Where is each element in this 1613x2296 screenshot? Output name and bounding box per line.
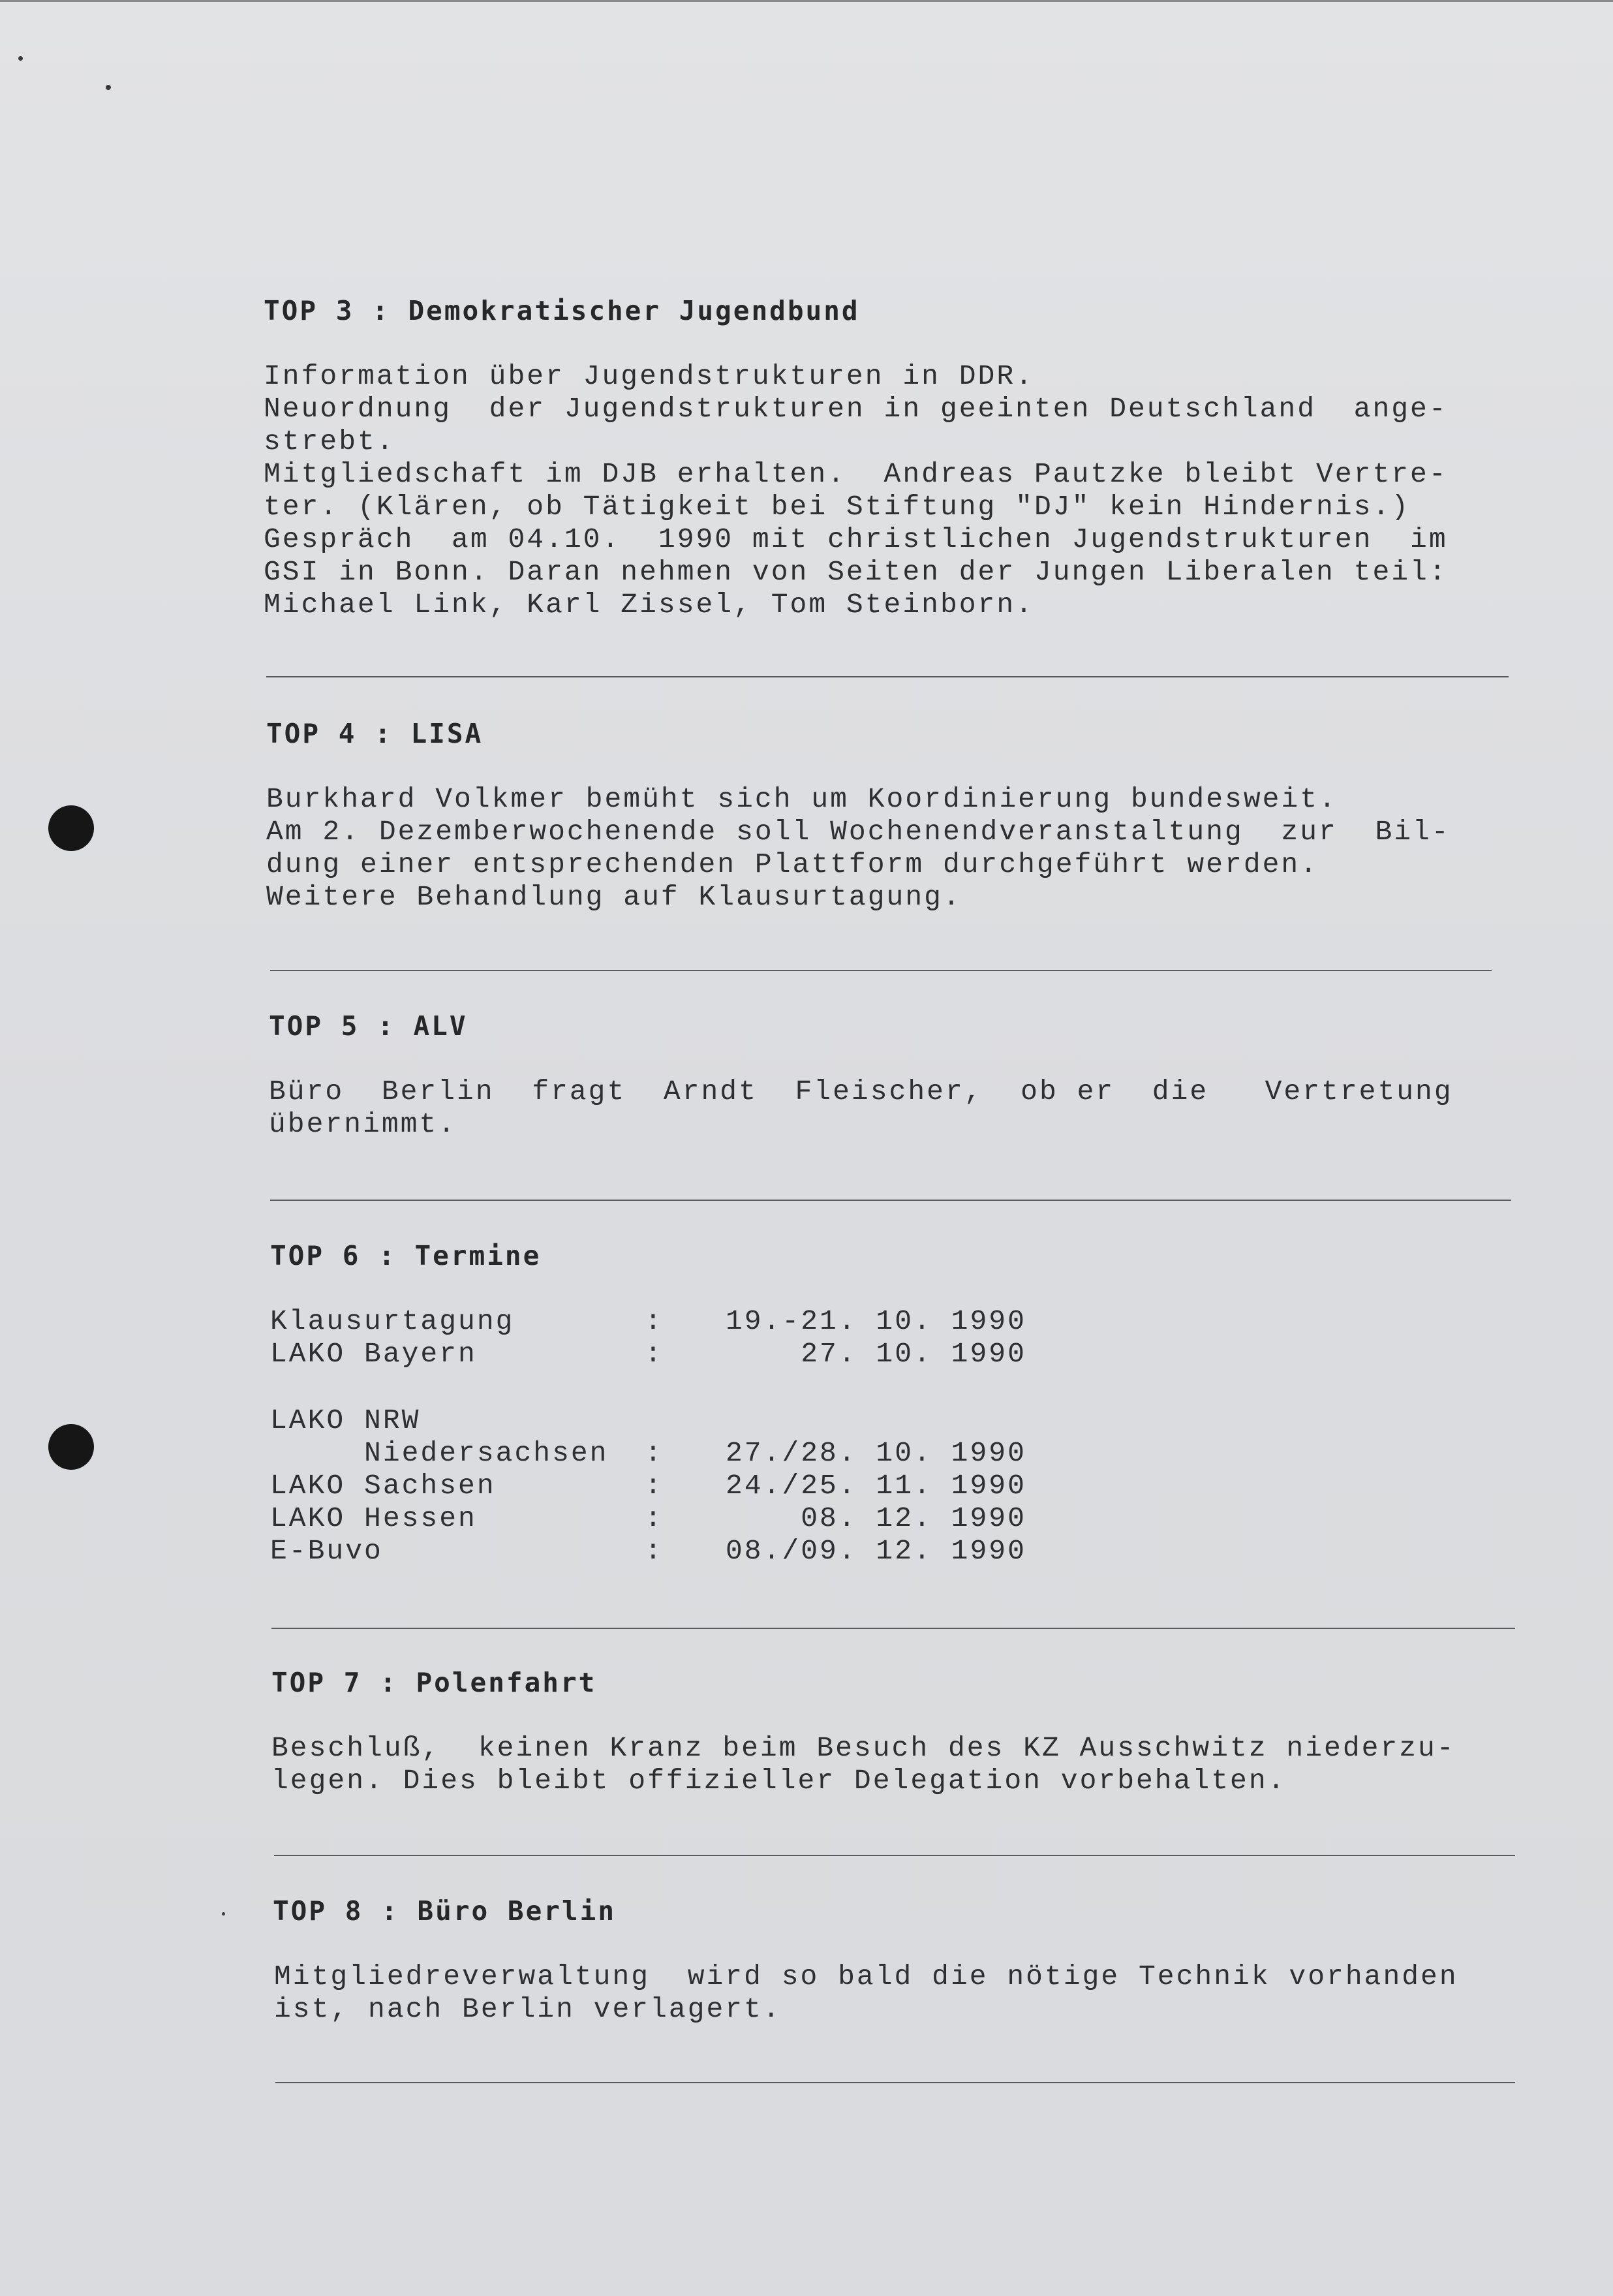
- schedule-event: LAKO Hessen: [270, 1502, 477, 1534]
- schedule-date: 08. 12. 1990: [726, 1502, 1026, 1534]
- text-line: Beschluß, keinen Kranz beim Besuch des KZ Ausschwitz niederzu-: [271, 1732, 1456, 1764]
- text-line: GSI in Bonn. Daran nehmen von Seiten der Jungen Liberalen teil:: [264, 556, 1448, 588]
- schedule-separator: :: [645, 1437, 664, 1469]
- section-heading: TOP 5 : ALV: [269, 1010, 468, 1042]
- section-heading: TOP 3 : Demokratischer Jugendbund: [264, 295, 860, 326]
- section-divider: [275, 2082, 1515, 2083]
- schedule-event: LAKO Sachsen: [270, 1470, 496, 1502]
- text-line: Büro Berlin fragt Arndt Fleischer, ob er die Vertretung: [269, 1076, 1453, 1108]
- text-line: Mitgliedreverwaltung wird so bald die nötige Technik vorhanden: [274, 1961, 1458, 1993]
- text-line: Am 2. Dezemberwochenende soll Wochenendveranstaltung zur Bil-: [266, 816, 1451, 848]
- section-divider: [266, 676, 1509, 677]
- text-line: Weitere Behandlung auf Klausurtagung.: [266, 881, 962, 913]
- schedule-event: LAKO NRW: [270, 1404, 421, 1436]
- text-line: Burkhard Volkmer bemüht sich um Koordinierung bundesweit.: [266, 783, 1338, 815]
- text-line: übernimmt.: [269, 1108, 457, 1140]
- punch-hole-upper: [48, 805, 94, 851]
- schedule-date: 19.-21. 10. 1990: [726, 1305, 1026, 1337]
- schedule-separator: :: [645, 1305, 664, 1337]
- text-line: ter. (Klären, ob Tätigkeit bei Stiftung "DJ" kein Hindernis.): [264, 491, 1411, 523]
- schedule-date: 27. 10. 1990: [726, 1338, 1026, 1370]
- schedule-event: Klausurtagung: [270, 1305, 515, 1337]
- section-heading: TOP 6 : Termine: [270, 1240, 542, 1271]
- page-top-edge: [0, 0, 1613, 2]
- schedule-separator: :: [645, 1535, 664, 1567]
- text-line: ist, nach Berlin verlagert.: [274, 1993, 782, 2025]
- schedule-date: 08./09. 12. 1990: [726, 1535, 1026, 1567]
- schedule-separator: :: [645, 1338, 664, 1370]
- schedule-separator: :: [645, 1470, 664, 1502]
- text-line: dung einer entsprechenden Plattform durchgeführt werden.: [266, 848, 1319, 880]
- dust-speck: [18, 56, 23, 61]
- section-divider: [270, 1200, 1511, 1201]
- text-line: Michael Link, Karl Zissel, Tom Steinborn.: [264, 589, 1034, 621]
- dust-speck: [222, 1912, 225, 1916]
- section-divider: [274, 1855, 1515, 1856]
- schedule-date: 27./28. 10. 1990: [726, 1437, 1026, 1469]
- section-divider: [270, 970, 1492, 971]
- text-line: Mitgliedschaft im DJB erhalten. Andreas Pautzke bleibt Vertre-: [264, 458, 1448, 490]
- section-divider: [271, 1628, 1515, 1629]
- schedule-event: E-Buvo: [270, 1535, 383, 1567]
- punch-hole-lower: [48, 1424, 94, 1470]
- schedule-date: 24./25. 11. 1990: [726, 1470, 1026, 1502]
- schedule-event: Niedersachsen: [270, 1437, 609, 1469]
- text-line: Neuordnung der Jugendstrukturen in geeinten Deutschland ange-: [264, 393, 1448, 425]
- section-heading: TOP 7 : Polenfahrt: [271, 1667, 597, 1698]
- schedule-event: LAKO Bayern: [270, 1338, 477, 1370]
- text-line: Information über Jugendstrukturen in DDR.: [264, 360, 1034, 392]
- section-heading: TOP 4 : LISA: [266, 718, 484, 749]
- text-line: Gespräch am 04.10. 1990 mit christlichen Jugendstrukturen im: [264, 523, 1448, 555]
- section-heading: TOP 8 : Büro Berlin: [273, 1895, 616, 1927]
- text-line: legen. Dies bleibt offizieller Delegation vorbehalten.: [271, 1765, 1287, 1797]
- schedule-separator: :: [645, 1502, 664, 1534]
- dust-speck: [106, 85, 111, 90]
- text-line: strebt.: [264, 426, 395, 458]
